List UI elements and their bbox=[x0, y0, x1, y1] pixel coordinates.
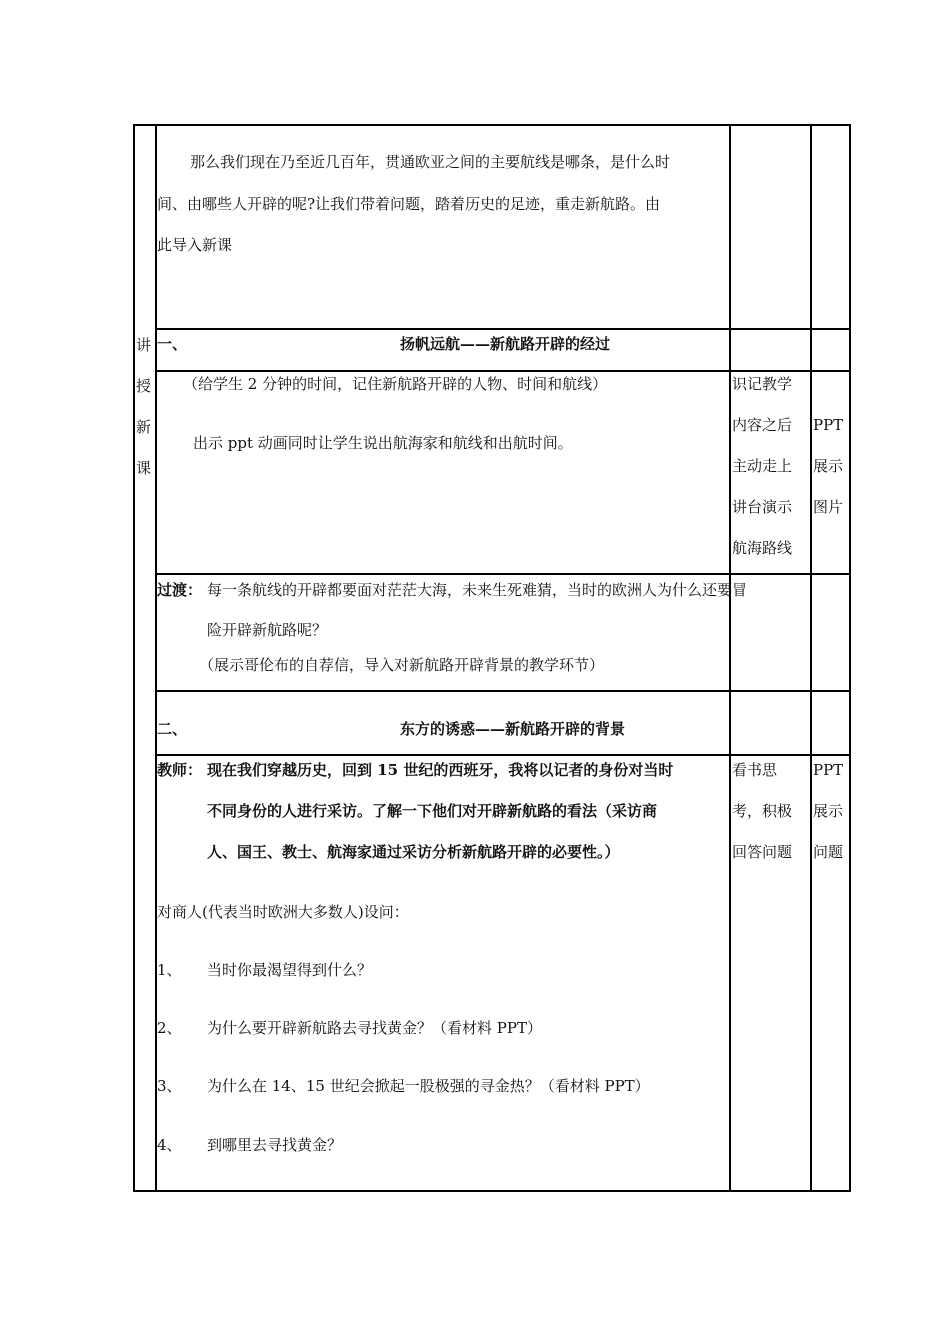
row-divider-4 bbox=[155, 690, 849, 692]
media-line: PPT bbox=[813, 761, 844, 779]
col-divider-2 bbox=[729, 126, 731, 1190]
media-line: 展示 bbox=[813, 802, 844, 820]
stage-label bbox=[136, 335, 151, 499]
transition-line-3: （展示哥伦布的自荐信，导入对新航路开辟背景的教学环节） bbox=[199, 656, 605, 674]
teacher-label: 教师： bbox=[157, 761, 203, 779]
media-line: PPT bbox=[813, 416, 844, 434]
question-2-text: 为什么要开辟新航路去寻找黄金？（看材料 PPT） bbox=[207, 1019, 542, 1037]
section2-number: 二、 bbox=[157, 720, 188, 738]
stage-char: 新 bbox=[136, 418, 152, 436]
section1-media bbox=[813, 415, 843, 538]
transition-line-2: 险开辟新航路呢？ bbox=[207, 621, 328, 639]
section1-content-1: （给学生 2 分钟的时间，记住新航路开辟的人物、时间和航线） bbox=[183, 375, 608, 393]
media-line: 问题 bbox=[813, 843, 844, 861]
question-4-number: 4、 bbox=[157, 1136, 182, 1154]
stage-char: 授 bbox=[136, 377, 152, 395]
row-divider-5 bbox=[155, 754, 849, 756]
question-3-number: 3、 bbox=[157, 1077, 182, 1095]
section1-content-2: 出示 ppt 动画同时让学生说出航海家和航线和出航时间。 bbox=[193, 434, 573, 452]
activity-line: 主动走上 bbox=[732, 457, 793, 475]
activity-line: 回答问题 bbox=[732, 843, 793, 861]
activity-line: 看书思 bbox=[732, 761, 778, 779]
merchant-intro: 对商人(代表当时欧洲大多数人)设问： bbox=[157, 903, 409, 921]
activity-line: 内容之后 bbox=[732, 416, 793, 434]
teacher-line-1: 现在我们穿越历史，回到 15 世纪的西班牙，我将以记者的身份对当时 bbox=[207, 761, 674, 779]
section1-student-activity bbox=[732, 374, 792, 579]
media-line: 展示 bbox=[813, 457, 844, 475]
stage-char: 课 bbox=[136, 459, 152, 477]
question-1-text: 当时你最渴望得到什么？ bbox=[207, 961, 373, 979]
question-2-number: 2、 bbox=[157, 1019, 182, 1037]
section1-number: 一、 bbox=[157, 335, 188, 353]
section2-title: 东方的诱惑——新航路开辟的背景 bbox=[400, 720, 626, 738]
question-4-text: 到哪里去寻找黄金？ bbox=[207, 1136, 343, 1154]
stage-char: 讲 bbox=[136, 336, 152, 354]
section2-media bbox=[813, 760, 843, 883]
intro-line-2: 间、由哪些人开辟的呢?让我们带着问题，踏着历史的足迹，重走新航路。由 bbox=[157, 195, 661, 213]
activity-line: 讲台演示 bbox=[732, 498, 793, 516]
intro-line-3: 此导入新课 bbox=[157, 236, 233, 254]
question-3-text: 为什么在 14、15 世纪会掀起一股极强的寻金热？（看材料 PPT） bbox=[207, 1077, 650, 1095]
teacher-line-2: 不同身份的人进行采访。了解一下他们对开辟新航路的看法（采访商 bbox=[207, 802, 658, 820]
activity-line: 航海路线 bbox=[732, 539, 793, 557]
transition-line-1: 每一条航线的开辟都要面对茫茫大海，未来生死难猜，当时的欧洲人为什么还要冒 bbox=[207, 581, 748, 599]
teacher-line-3: 人、国王、教士、航海家通过采访分析新航路开辟的必要性。） bbox=[207, 843, 620, 861]
activity-line: 考，积极 bbox=[732, 802, 793, 820]
transition-label: 过渡： bbox=[157, 581, 203, 599]
activity-line: 识记教学 bbox=[732, 375, 793, 393]
col-divider-3 bbox=[810, 126, 812, 1190]
section1-title: 扬帆远航——新航路开辟的经过 bbox=[400, 335, 611, 353]
section2-student-activity bbox=[732, 760, 792, 883]
media-line: 图片 bbox=[813, 498, 844, 516]
row-divider-2 bbox=[155, 370, 849, 372]
intro-line-1: 那么我们现在乃至近几百年，贯通欧亚之间的主要航线是哪条，是什么时 bbox=[190, 153, 671, 171]
row-divider-1 bbox=[155, 328, 849, 330]
question-1-number: 1、 bbox=[157, 961, 182, 979]
